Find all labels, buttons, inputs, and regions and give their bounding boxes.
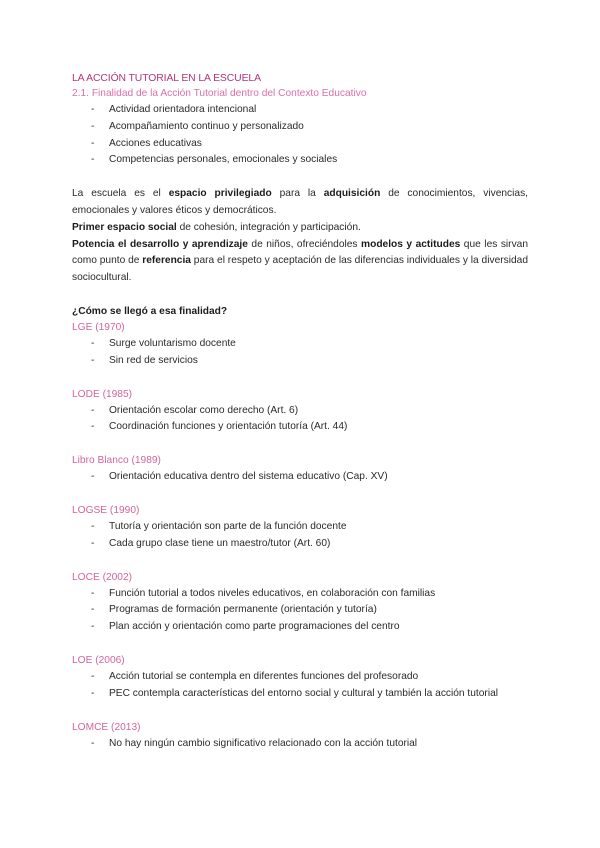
list-item: - Cada grupo clase tiene un maestro/tutor (Art. 60) — [72, 536, 528, 553]
list-item: - Programas de formación permanente (orientación y tutoría) — [72, 602, 528, 619]
list-item: - Acompañamiento continuo y personalizado — [72, 119, 528, 136]
law-heading: LODE (1985) — [72, 388, 133, 400]
law-heading: LOMCE (2013) — [72, 721, 141, 733]
law-section-loce — [72, 570, 528, 636]
list-item: - PEC contempla características del entorno social y cultural y también la acción tutorial — [72, 686, 528, 703]
list-item: - Función tutorial a todos niveles educativos, en colaboración con familias — [72, 586, 528, 603]
list-item: - Coordinación funciones y orientación tutoría (Art. 44) — [72, 419, 528, 436]
law-section-loe — [72, 653, 528, 703]
law-section-lode — [72, 387, 528, 437]
list-item: - Sin red de servicios — [72, 353, 528, 370]
list-item: - Plan acción y orientación como parte programaciones del centro — [72, 619, 528, 636]
document-content — [72, 72, 528, 752]
paragraph-escuela: La escuela es el espacio privilegiado para la adquisición de conocimientos, vivencias, emocionales y valores éticos y democráticos. — [72, 188, 529, 216]
paragraph-potencia: Potencia el desarrollo y aprendizaje de niños, ofreciéndoles modelos y actitudes que les sirvan como punto de referencia para el respeto y aceptación de las diferencias individuales y la diversidad sociocultural. — [72, 238, 528, 284]
law-heading: LOCE (2002) — [72, 571, 133, 583]
list-item: - No hay ningún cambio significativo relacionado con la acción tutorial — [72, 736, 528, 753]
law-heading: Libro Blanco (1989) — [72, 455, 161, 467]
list-item: - Competencias personales, emocionales y sociales — [72, 152, 528, 169]
law-heading: LOGSE (1990) — [72, 504, 140, 516]
list-item: - Tutoría y orientación son parte de la función docente — [72, 519, 528, 536]
law-section-logse — [72, 503, 528, 553]
document-title: LA ACCIÓN TUTORIAL EN LA ESCUELA — [72, 73, 261, 84]
list-item: - Orientación educativa dentro del sistema educativo (Cap. XV) — [72, 469, 528, 486]
intro-list — [72, 102, 528, 169]
section-subtitle: 2.1. Finalidad de la Acción Tutorial dentro del Contexto Educativo — [72, 88, 367, 99]
list-item: - Orientación escolar como derecho (Art. 6) — [72, 403, 528, 420]
law-heading: LOE (2006) — [72, 654, 125, 666]
law-section-libro-blanco — [72, 453, 528, 486]
list-item: - Acciones educativas — [72, 136, 528, 153]
law-heading: LGE (1970) — [72, 321, 125, 333]
law-section-lomce — [72, 720, 528, 753]
list-item: - Actividad orientadora intencional — [72, 102, 528, 119]
list-item: - Surge voluntarismo docente — [72, 336, 528, 353]
list-item: - Acción tutorial se contempla en diferentes funciones del profesorado — [72, 669, 528, 686]
law-section-lge — [72, 320, 528, 370]
paragraph-primer-espacio: Primer espacio social de cohesión, integración y participación. — [72, 221, 361, 233]
question-heading: ¿Cómo se llegó a esa finalidad? — [72, 305, 228, 317]
